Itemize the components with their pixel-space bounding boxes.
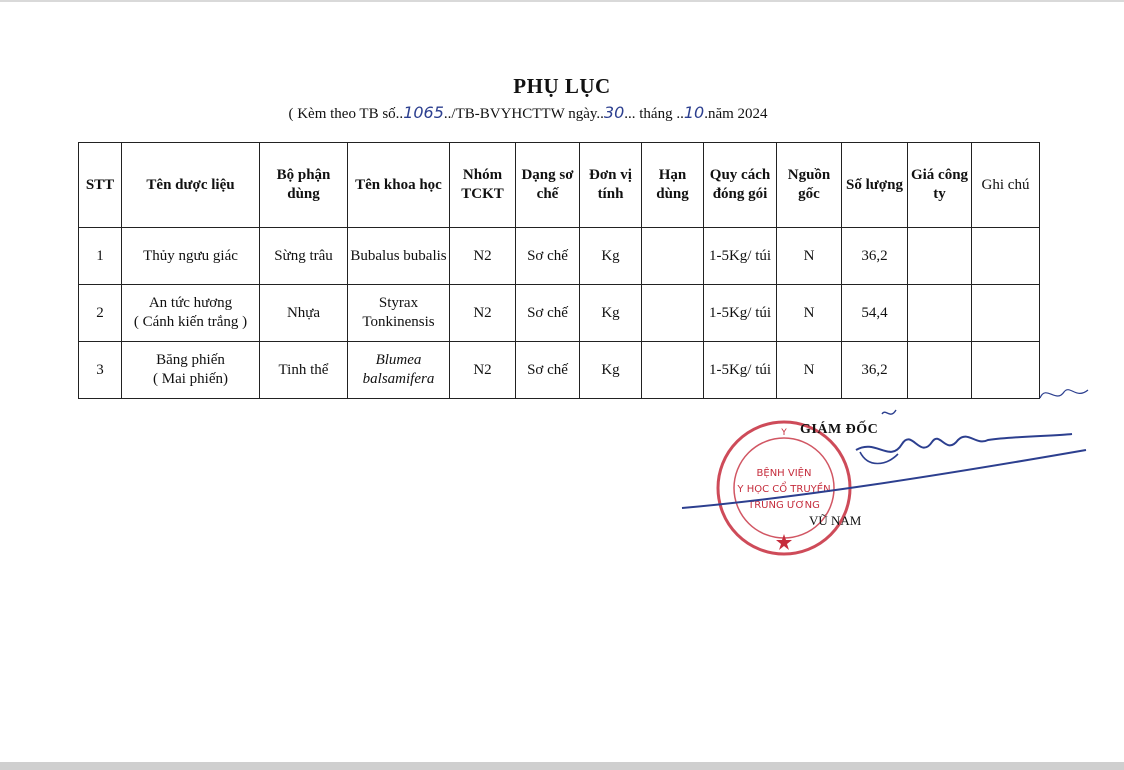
cell-han-dung [642, 228, 704, 285]
svg-text:Y: Y [781, 428, 787, 438]
cell-gia [908, 228, 972, 285]
ten-line-2: ( Mai phiến) [153, 371, 228, 387]
cell-han-dung [642, 285, 704, 342]
header-han-dung: Hạn dùng [642, 143, 704, 228]
cell-nhom: N2 [450, 285, 516, 342]
cell-khoa-hoc [348, 285, 450, 342]
header-ten-khoa-hoc: Tên khoa học [348, 143, 450, 228]
header-ten-duoc-lieu: Tên dược liệu [122, 143, 260, 228]
page-bottom-edge [0, 762, 1124, 770]
ten-line-1: An tức hương [148, 295, 233, 311]
seal-line-3: TRUNG ƯƠNG [748, 500, 820, 511]
cell-don-vi: Kg [580, 228, 642, 285]
cell-don-vi: Kg [580, 342, 642, 399]
cell-khoa-hoc [348, 342, 450, 399]
ten-line-1: Băng phiến [156, 352, 225, 368]
header-don-vi-tinh: Đơn vị tính [580, 143, 642, 228]
cell-nhom: N2 [450, 342, 516, 399]
cell-nguon: N [777, 342, 842, 399]
cell-bo-phan: Tinh thể [260, 342, 348, 399]
cell-dang: Sơ chế [516, 228, 580, 285]
cell-khoa-hoc [348, 228, 450, 285]
header-bo-phan-dung: Bộ phận dùng [260, 143, 348, 228]
document-subtitle [0, 103, 1056, 123]
header-nguon-goc: Nguồn gốc [777, 143, 842, 228]
khoa-hoc-line-1: Blumea [375, 352, 422, 368]
subtitle-suffix: .năm 2024 [704, 106, 768, 122]
table-row [79, 228, 1040, 285]
cell-stt: 2 [79, 285, 122, 342]
cell-dang: Sơ chế [516, 285, 580, 342]
subtitle-prefix: ( Kèm theo TB số.. [288, 106, 404, 122]
page-top-edge [0, 0, 1124, 2]
cell-stt: 3 [79, 342, 122, 399]
cell-stt: 1 [79, 228, 122, 285]
cell-nhom: N2 [450, 228, 516, 285]
header-quy-cach: Quy cách đóng gói [704, 143, 777, 228]
cell-dang: Sơ chế [516, 342, 580, 399]
cell-ghi-chu [972, 228, 1040, 285]
cell-so-luong: 54,4 [842, 285, 908, 342]
khoa-hoc-line-1: Bubalus bubalis [350, 247, 447, 264]
cell-ten-duoc-lieu [122, 285, 260, 342]
handwritten-month: 10 [683, 103, 705, 122]
header-nhom-tckt: Nhóm TCKT [450, 143, 516, 228]
ten-line-1: Thủy ngưu giác [143, 247, 238, 264]
cell-gia [908, 285, 972, 342]
handwritten-day: 30 [603, 103, 625, 122]
cell-so-luong: 36,2 [842, 342, 908, 399]
khoa-hoc-line-1: Styrax [378, 295, 419, 311]
cell-quy-cach: 1-5Kg/ túi [704, 228, 777, 285]
cell-ten-duoc-lieu [122, 228, 260, 285]
cell-ghi-chu [972, 285, 1040, 342]
ten-line-2: ( Cánh kiến trắng ) [133, 314, 248, 330]
cell-nguon: N [777, 228, 842, 285]
khoa-hoc-line-2: balsamifera [362, 371, 435, 387]
cell-ten-duoc-lieu [122, 342, 260, 399]
position-title: GIÁM ĐỐC [800, 422, 879, 437]
seal-line-1: BỆNH VIỆN [756, 468, 812, 479]
header-ghi-chu: Ghi chú [972, 143, 1040, 228]
cell-bo-phan: Nhựa [260, 285, 348, 342]
document-title: PHỤ LỤC [513, 74, 611, 98]
cell-quy-cach: 1-5Kg/ túi [704, 285, 777, 342]
header-so-luong: Số lượng [842, 143, 908, 228]
handwritten-tb-number: 1065 [403, 103, 444, 122]
table-header-row [79, 143, 1040, 228]
cell-quy-cach: 1-5Kg/ túi [704, 342, 777, 399]
subtitle-mid-2: ... tháng .. [624, 106, 684, 122]
handwritten-signature [676, 380, 1096, 520]
appendix-table [78, 142, 1040, 399]
header-dang-so-che: Dạng sơ chế [516, 143, 580, 228]
cell-don-vi: Kg [580, 285, 642, 342]
cell-bo-phan: Sừng trâu [260, 228, 348, 285]
signer-name: VŨ NAM [809, 513, 862, 528]
table-row [79, 285, 1040, 342]
seal-line-2: Y HỌC CỔ TRUYỀN [737, 484, 831, 495]
header-stt: STT [79, 143, 122, 228]
cell-nguon: N [777, 285, 842, 342]
header-gia-cong-ty: Giá công ty [908, 143, 972, 228]
subtitle-mid-1: ../TB-BVYHCTTW ngày.. [443, 106, 604, 122]
cell-so-luong: 36,2 [842, 228, 908, 285]
khoa-hoc-line-2: Tonkinensis [362, 314, 435, 330]
